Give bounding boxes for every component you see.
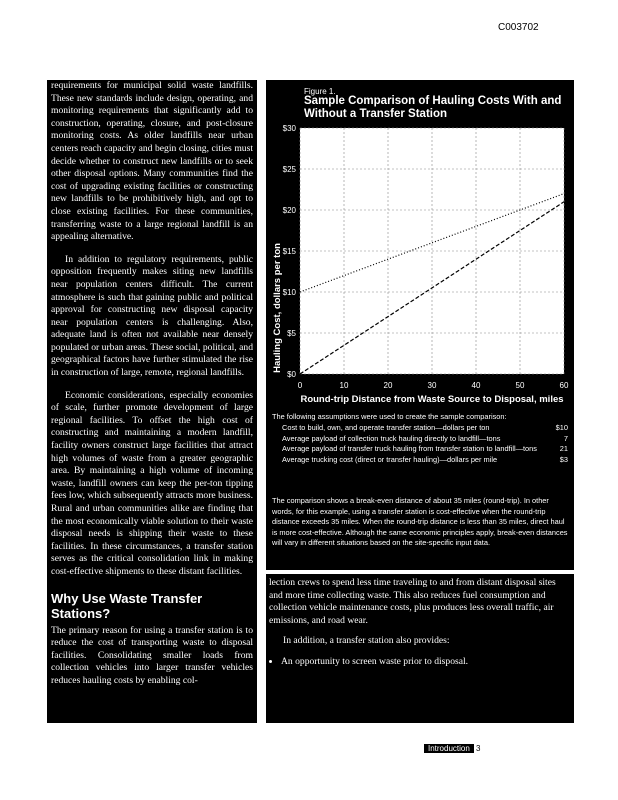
- x-axis-label: Round-trip Distance from Waste Source to Disposal, miles: [300, 394, 564, 405]
- y-tick-label: $10: [282, 288, 296, 297]
- assumption-label: Average trucking cost (direct or transfer hauling)—dollars per mile: [282, 454, 498, 464]
- x-tick-label: 50: [515, 381, 525, 390]
- figure-label: Figure 1.: [304, 87, 336, 96]
- section-heading: Why Use Waste Transfer Stations?: [51, 590, 203, 621]
- paragraph: requirements for municipal solid waste landfills. These new standards include design, operating, and monitoring requirements that significantly add to construction, operating, closure, and post-closure monitoring costs. As older landfills near urban centers reach capacity and begin closing, cities must decide whether to construct new landfills or to seek other disposal options. Many communities find the cost of upgrading existing facilities or constructing new landfills to be prohibitively high, and opt to close existing facilities. For these communities, transferring waste to a large regional landfill is an appealing alternative.: [51, 80, 253, 243]
- comparison-text: The comparison shows a break-even distance of about 35 miles (round-trip). In other words, for this example, using a transfer station is cost-effective when the round-trip distance exceeds 35 miles. When the round-trip distance is less than 35 miles, direct haul is more cost-effective. Although the same economic principles apply, break-even distances will vary in different situations based on the site-specific input data.: [272, 496, 568, 548]
- assumption-row: [272, 444, 568, 454]
- bullet-list: [269, 656, 564, 669]
- x-tick-label: 30: [427, 381, 437, 390]
- paragraph: In addition, a transfer station also provides:: [283, 635, 450, 647]
- x-tick-label: 0: [297, 381, 303, 390]
- assumption-row: [272, 455, 568, 465]
- y-tick-label: $25: [282, 165, 296, 174]
- y-tick-label: $5: [287, 329, 296, 338]
- document-id: C003702: [498, 22, 539, 33]
- assumption-value: 21: [559, 444, 568, 454]
- y-tick-label: $15: [282, 247, 296, 256]
- x-tick-label: 40: [471, 381, 481, 390]
- assumption-label: Cost to build, own, and operate transfer station—dollars per ton: [282, 423, 490, 433]
- assumption-value: $10: [555, 423, 568, 433]
- assumption-row: [272, 434, 568, 444]
- paragraph: The primary reason for using a transfer station is to reduce the cost of transporting waste to disposal facilities. Consolidating smaller loads from collection vehicles into larger transfer vehicles reduces hauling costs by enabling col-: [51, 624, 253, 686]
- right-column: [266, 574, 574, 723]
- assumption-label: Average payload of collection truck hauling directly to landfill—tons: [282, 433, 501, 443]
- assumptions-heading: The following assumptions were used to create the sample comparison:: [272, 412, 507, 421]
- bullet-item: • An opportunity to screen waste prior to disposal.: [281, 656, 564, 669]
- assumption-value: $3: [559, 454, 568, 464]
- assumption-label: Average payload of transfer truck hauling from transfer station to landfill—tons: [282, 444, 537, 454]
- y-tick-label: $20: [282, 206, 296, 215]
- y-tick-label: $30: [282, 124, 296, 133]
- footer-section-label: Introduction: [424, 744, 474, 753]
- hauling-cost-chart: [266, 120, 574, 405]
- x-tick-label: 10: [339, 381, 349, 390]
- assumption-row: [272, 423, 568, 433]
- page-footer: [424, 744, 481, 753]
- left-column: [47, 80, 257, 723]
- paragraph: In addition to regulatory requirements, public opposition frequently makes siting new landfills near population centers difficult. The current atmosphere is such that gaining public and political approval for constructing new disposal capacity near population centers is challenging. Also, adequate land is often not available near densely populated or urban areas. These social, political, and geographical factors have further stimulated the rise in construction of large, remote, regional landfills.: [51, 253, 253, 379]
- y-tick-label: $0: [287, 370, 296, 379]
- assumption-value: 7: [563, 433, 568, 443]
- assumptions-block: [272, 412, 568, 465]
- paragraph: lection crews to spend less time traveling to and from distant disposal sites and more time collecting waste. This also reduces fuel consumption and collection vehicle maintenance costs, plus produces less overall traffic, air emissions, and road wear.: [269, 577, 556, 626]
- y-axis-label: Hauling Cost, dollars per ton: [272, 243, 283, 373]
- paragraph: Economic considerations, especially economies of scale, further promote development of large regional facilities. To offset the high cost of constructing and maintaining a modern landfill, facility owners construct large facilities that attract high volumes of waste from a greater geographic area. By maintaining a high volume of incoming waste, landfill owners can keep the per-ton tipping fees low, which subsequently attracts more business. Rural and urban communities alike are finding that the most economically viable solution to their waste disposal needs is shipping their waste to these facilities. In these circumstances, a transfer station serves as the critical consolidation link in making cost-effective shipments to these distant facilities.: [51, 389, 253, 577]
- figure-title: Sample Comparison of Hauling Costs With and Without a Transfer Station: [304, 95, 562, 120]
- x-tick-label: 20: [383, 381, 393, 390]
- page-number: 3: [476, 744, 481, 753]
- x-tick-label: 60: [559, 381, 569, 390]
